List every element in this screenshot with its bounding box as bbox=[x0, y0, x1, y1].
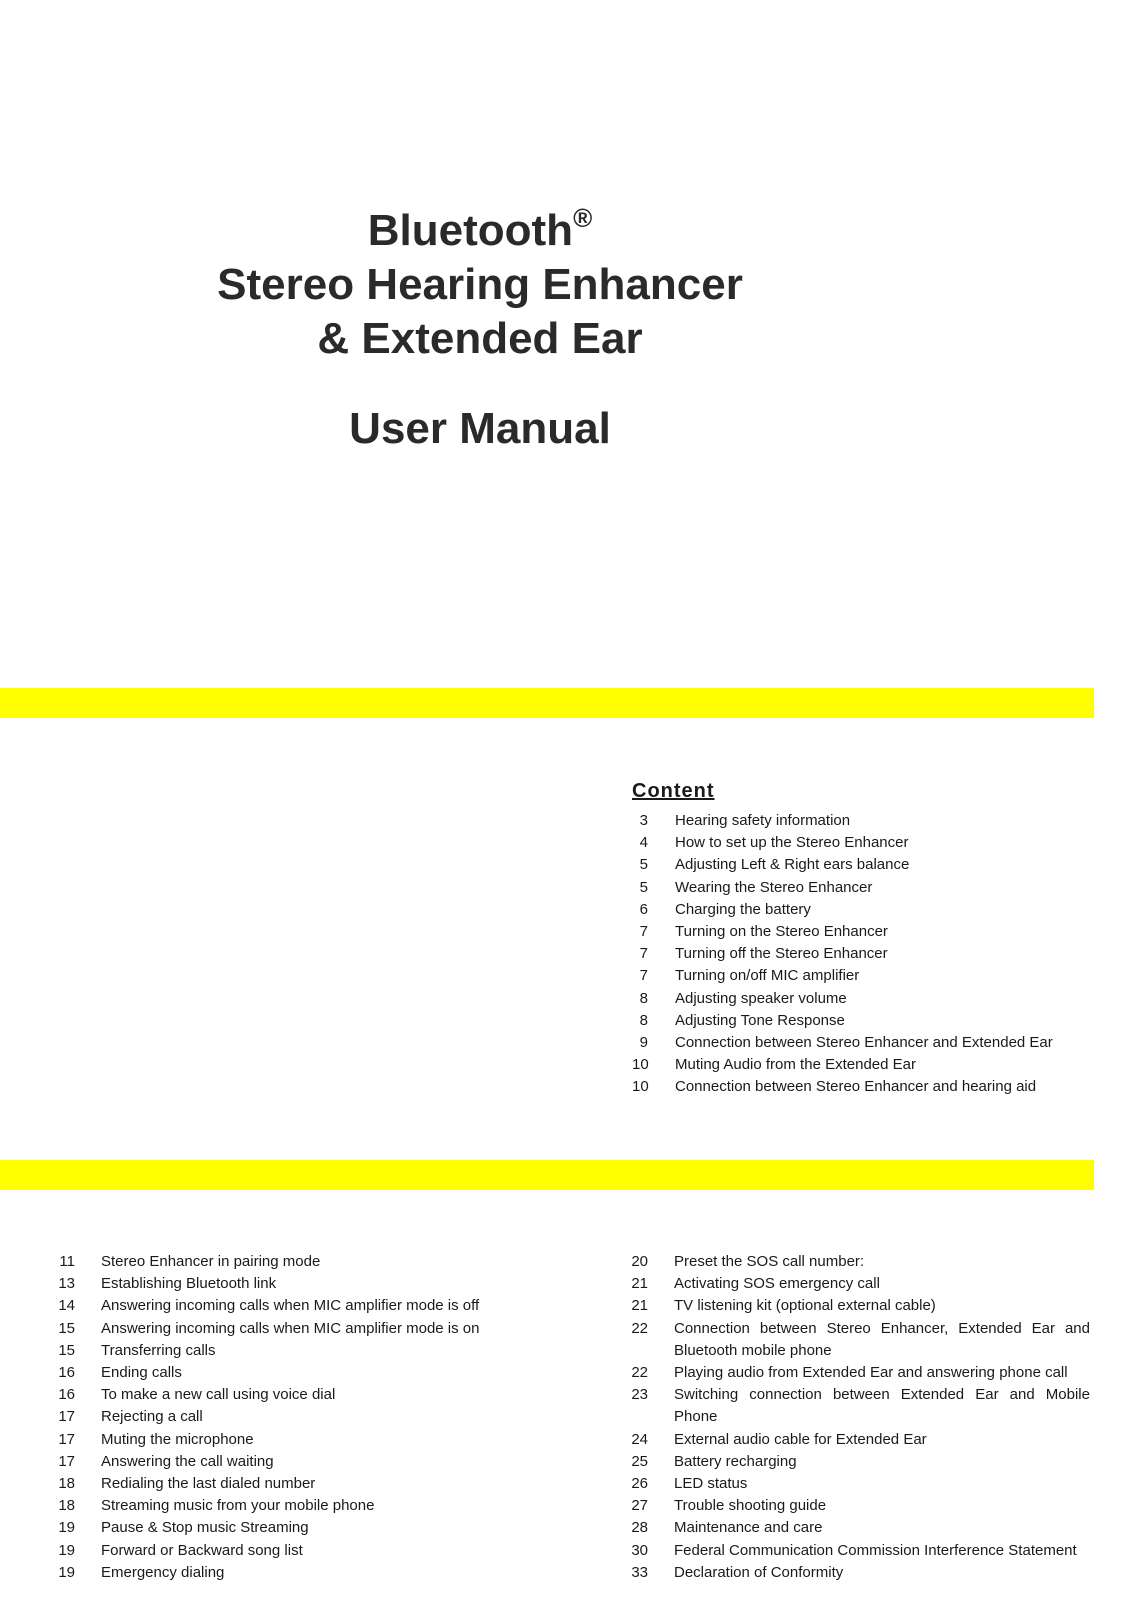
toc-entry-title: Connection between Stereo Enhancer and hearing aid bbox=[675, 1078, 1037, 1096]
toc-entry-title: Answering the call waiting bbox=[101, 1452, 274, 1470]
cover-title-block bbox=[180, 204, 780, 456]
toc-entry-title: Turning on the Stereo Enhancer bbox=[675, 923, 888, 941]
toc-entry-title: Switching connection between Extended Ear and Mobile Phone bbox=[674, 1386, 1090, 1426]
contents-heading: Content bbox=[632, 780, 715, 802]
toc-entry-title: To make a new call using voice dial bbox=[101, 1386, 336, 1404]
toc-section-1 bbox=[632, 810, 1082, 1099]
toc-page-number: 7 bbox=[639, 923, 648, 941]
toc-entry[interactable] bbox=[57, 1429, 517, 1451]
toc-entry[interactable] bbox=[632, 1010, 1082, 1032]
toc-page-number: 27 bbox=[631, 1497, 648, 1515]
toc-entry[interactable] bbox=[630, 1362, 1090, 1384]
toc-page-number: 23 bbox=[631, 1386, 648, 1404]
toc-entry[interactable] bbox=[57, 1517, 517, 1539]
toc-entry-title: External audio cable for Extended Ear bbox=[674, 1430, 927, 1448]
toc-page-number: 15 bbox=[58, 1319, 75, 1337]
toc-entry-title: Answering incoming calls when MIC amplifier mode is off bbox=[101, 1297, 480, 1315]
toc-page-number: 9 bbox=[639, 1034, 648, 1052]
registered-mark: ® bbox=[573, 203, 593, 233]
toc-entry-title: Rejecting a call bbox=[101, 1408, 203, 1426]
toc-entry-title: Adjusting Tone Response bbox=[675, 1011, 845, 1029]
toc-page-number: 24 bbox=[631, 1430, 648, 1448]
cover-subtitle: User Manual bbox=[349, 404, 611, 453]
toc-page-number: 6 bbox=[639, 900, 648, 918]
toc-page-number: 30 bbox=[631, 1541, 648, 1559]
toc-entry[interactable] bbox=[630, 1384, 1090, 1428]
page-divider-band-2 bbox=[0, 1160, 1094, 1190]
toc-entry[interactable] bbox=[630, 1562, 1090, 1584]
toc-entry[interactable] bbox=[630, 1517, 1090, 1539]
toc-entry-title: Connection between Stereo Enhancer and Extended Ear bbox=[675, 1034, 1053, 1052]
toc-entry-title: Turning off the Stereo Enhancer bbox=[675, 945, 888, 963]
toc-entry[interactable] bbox=[632, 810, 1082, 832]
toc-entry-title: Muting Audio from the Extended Ear bbox=[675, 1056, 916, 1074]
toc-entry-title: TV listening kit (optional external cable) bbox=[674, 1297, 936, 1315]
cover-title-line-3: & Extended Ear bbox=[317, 314, 643, 363]
toc-entry-title: Forward or Backward song list bbox=[101, 1541, 303, 1559]
toc-page-number: 5 bbox=[639, 856, 648, 874]
toc-entry[interactable] bbox=[632, 943, 1082, 965]
toc-entry-title: Transferring calls bbox=[101, 1341, 216, 1359]
toc-entry[interactable] bbox=[632, 1076, 1082, 1098]
toc-entry[interactable] bbox=[57, 1562, 517, 1584]
toc-entry-title: Playing audio from Extended Ear and answering phone call bbox=[674, 1364, 1068, 1382]
toc-page-number: 16 bbox=[58, 1386, 75, 1404]
toc-entry[interactable] bbox=[630, 1473, 1090, 1495]
toc-page-number: 15 bbox=[58, 1341, 75, 1359]
toc-entry-title: Answering incoming calls when MIC amplifier mode is on bbox=[101, 1319, 480, 1337]
toc-page-number: 17 bbox=[58, 1408, 75, 1426]
toc-page-number: 19 bbox=[58, 1541, 75, 1559]
toc-section-2-right bbox=[630, 1251, 1090, 1584]
toc-entry[interactable] bbox=[630, 1295, 1090, 1317]
toc-entry-title: Stereo Enhancer in pairing mode bbox=[101, 1253, 321, 1270]
toc-page-number: 33 bbox=[631, 1563, 648, 1581]
toc-entry[interactable] bbox=[632, 899, 1082, 921]
toc-entry[interactable] bbox=[57, 1273, 517, 1295]
toc-entry[interactable] bbox=[630, 1451, 1090, 1473]
toc-entry[interactable] bbox=[57, 1340, 517, 1362]
toc-entry-title: Emergency dialing bbox=[101, 1563, 225, 1581]
toc-entry[interactable] bbox=[632, 921, 1082, 943]
toc-entry-title: Turning on/off MIC amplifier bbox=[675, 967, 860, 985]
toc-page-number: 17 bbox=[58, 1452, 75, 1470]
toc-entry-title: Ending calls bbox=[101, 1364, 182, 1382]
toc-entry-title: Battery recharging bbox=[674, 1452, 797, 1470]
toc-entry-title: Charging the battery bbox=[675, 900, 811, 918]
toc-page-number: 11 bbox=[59, 1253, 75, 1270]
toc-page-number: 18 bbox=[58, 1475, 75, 1493]
toc-entry-title: Streaming music from your mobile phone bbox=[101, 1497, 375, 1515]
toc-page-number: 25 bbox=[631, 1452, 648, 1470]
toc-entry[interactable] bbox=[632, 854, 1082, 876]
toc-page-number: 14 bbox=[58, 1297, 75, 1315]
toc-page-number: 4 bbox=[639, 834, 648, 852]
toc-page-number: 19 bbox=[58, 1519, 75, 1537]
page-divider-band-1 bbox=[0, 688, 1094, 718]
toc-page-number: 7 bbox=[639, 945, 648, 963]
toc-entry-title: Hearing safety information bbox=[675, 812, 851, 829]
toc-entry[interactable] bbox=[630, 1540, 1090, 1562]
toc-entry[interactable] bbox=[632, 832, 1082, 854]
toc-page-number: 16 bbox=[58, 1364, 75, 1382]
toc-entry[interactable] bbox=[632, 877, 1082, 899]
cover-title-line-2: Stereo Hearing Enhancer bbox=[217, 260, 743, 309]
toc-page-number: 17 bbox=[58, 1430, 75, 1448]
toc-page-number: 10 bbox=[632, 1056, 649, 1074]
toc-entry-title: Pause & Stop music Streaming bbox=[101, 1519, 309, 1537]
toc-entry-title: Establishing Bluetooth link bbox=[101, 1275, 277, 1293]
toc-entry[interactable] bbox=[57, 1318, 517, 1340]
toc-entry-title: How to set up the Stereo Enhancer bbox=[675, 834, 909, 852]
toc-entry-title: Activating SOS emergency call bbox=[674, 1275, 880, 1293]
toc-entry-title: Trouble shooting guide bbox=[674, 1497, 827, 1515]
toc-entry-title: Adjusting speaker volume bbox=[675, 989, 847, 1007]
toc-page-number: 21 bbox=[631, 1275, 648, 1293]
toc-entry-title: Adjusting Left & Right ears balance bbox=[675, 856, 910, 874]
toc-entry-title: Redialing the last dialed number bbox=[101, 1475, 316, 1493]
toc-page-number: 20 bbox=[631, 1253, 648, 1270]
toc-entry-title: LED status bbox=[674, 1475, 748, 1493]
toc-entry-title: Muting the microphone bbox=[101, 1430, 254, 1448]
toc-page-number: 26 bbox=[631, 1475, 648, 1493]
toc-entry-title: Federal Communication Commission Interference Statement bbox=[674, 1541, 1077, 1559]
toc-entry[interactable] bbox=[57, 1540, 517, 1562]
toc-entry-title: Connection between Stereo Enhancer, Extended Ear and Bluetooth mobile phone bbox=[674, 1319, 1090, 1359]
toc-entry[interactable] bbox=[630, 1429, 1090, 1451]
toc-entry[interactable] bbox=[57, 1406, 517, 1428]
cover-title-line-1 bbox=[180, 204, 780, 258]
toc-entry[interactable] bbox=[57, 1295, 517, 1317]
toc-entry[interactable] bbox=[57, 1495, 517, 1517]
toc-page-number: 8 bbox=[639, 1011, 648, 1029]
toc-page-number: 3 bbox=[639, 812, 648, 829]
toc-section-2-left bbox=[57, 1251, 517, 1584]
toc-entry[interactable] bbox=[630, 1251, 1090, 1273]
toc-entry-title: Wearing the Stereo Enhancer bbox=[675, 878, 873, 896]
toc-entry[interactable] bbox=[630, 1318, 1090, 1362]
toc-entry[interactable] bbox=[630, 1495, 1090, 1517]
toc-entry-title: Preset the SOS call number: bbox=[674, 1253, 865, 1270]
toc-entry[interactable] bbox=[57, 1473, 517, 1495]
toc-page-number: 19 bbox=[58, 1563, 75, 1581]
toc-page-number: 21 bbox=[631, 1297, 648, 1315]
toc-page-number: 22 bbox=[631, 1364, 648, 1382]
toc-page-number: 28 bbox=[631, 1519, 648, 1537]
toc-entry[interactable] bbox=[632, 1032, 1082, 1054]
toc-entry[interactable] bbox=[632, 965, 1082, 987]
toc-entry[interactable] bbox=[632, 1054, 1082, 1076]
toc-entry[interactable] bbox=[630, 1273, 1090, 1295]
toc-page-number: 5 bbox=[639, 878, 648, 896]
toc-entry[interactable] bbox=[57, 1362, 517, 1384]
toc-entry[interactable] bbox=[632, 988, 1082, 1010]
toc-page-number: 7 bbox=[639, 967, 648, 985]
toc-entry-title: Maintenance and care bbox=[674, 1519, 823, 1537]
toc-page-number: 8 bbox=[639, 989, 648, 1007]
toc-page-number: 18 bbox=[58, 1497, 75, 1515]
toc-entry-title: Declaration of Conformity bbox=[674, 1563, 844, 1581]
toc-entry[interactable] bbox=[57, 1451, 517, 1473]
toc-page-number: 22 bbox=[631, 1319, 648, 1337]
cover-brand: Bluetooth bbox=[367, 206, 574, 255]
toc-entry[interactable] bbox=[57, 1384, 517, 1406]
toc-page-number: 13 bbox=[58, 1275, 75, 1293]
toc-entry[interactable] bbox=[57, 1251, 517, 1273]
toc-page-number: 10 bbox=[632, 1078, 649, 1096]
